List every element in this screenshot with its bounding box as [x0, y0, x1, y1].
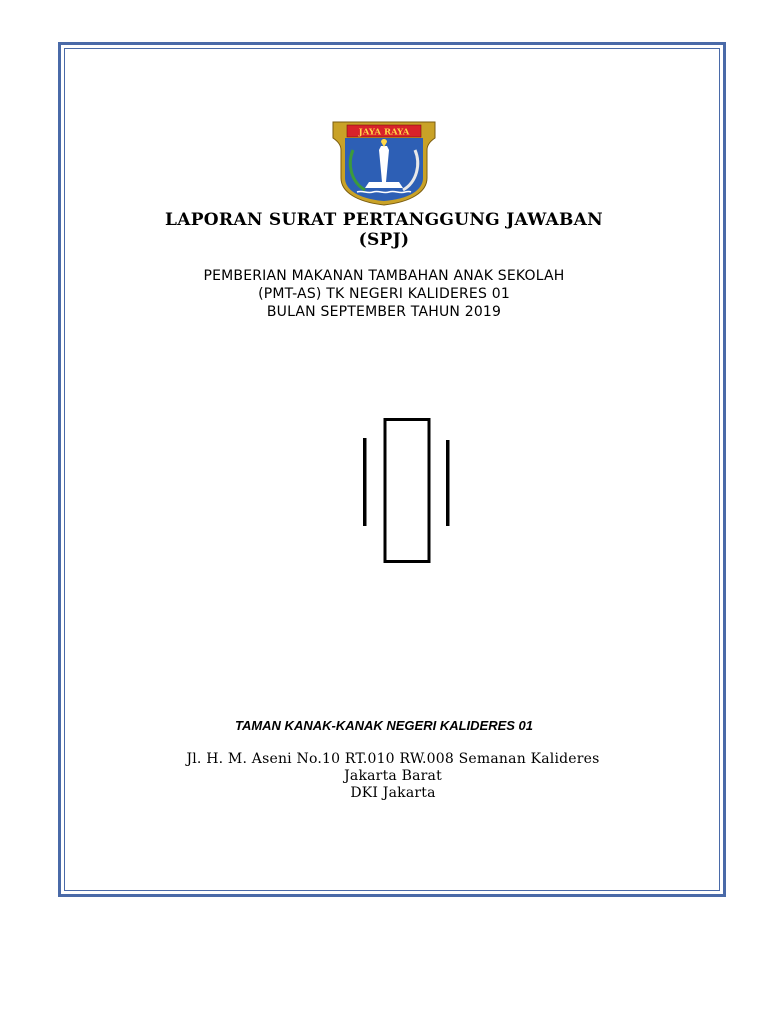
jakarta-emblem-icon	[331, 120, 437, 206]
report-title-line-1: LAPORAN SURAT PERTANGGUNG JAWABAN	[164, 210, 603, 230]
address-city: Jakarta Barat	[344, 768, 442, 784]
report-title-line-2: (SPJ)	[358, 230, 410, 250]
program-name-line-2: (PMT-AS) TK NEGERI KALIDERES 01	[258, 286, 510, 302]
address-province: DKI Jakarta	[350, 785, 436, 801]
school-name: TAMAN KANAK-KANAK NEGERI KALIDERES 01	[234, 718, 534, 733]
report-period: BULAN SEPTEMBER TAHUN 2019	[266, 304, 502, 320]
address-street: Jl. H. M. Aseni No.10 RT.010 RW.008 Semanan Kalideres	[186, 751, 600, 767]
emblem-banner-text: JAYA RAYA	[358, 127, 410, 138]
roman-numeral-box-icon	[360, 418, 452, 563]
program-name-line-1: PEMBERIAN MAKANAN TAMBAHAN ANAK SEKOLAH	[203, 268, 565, 284]
